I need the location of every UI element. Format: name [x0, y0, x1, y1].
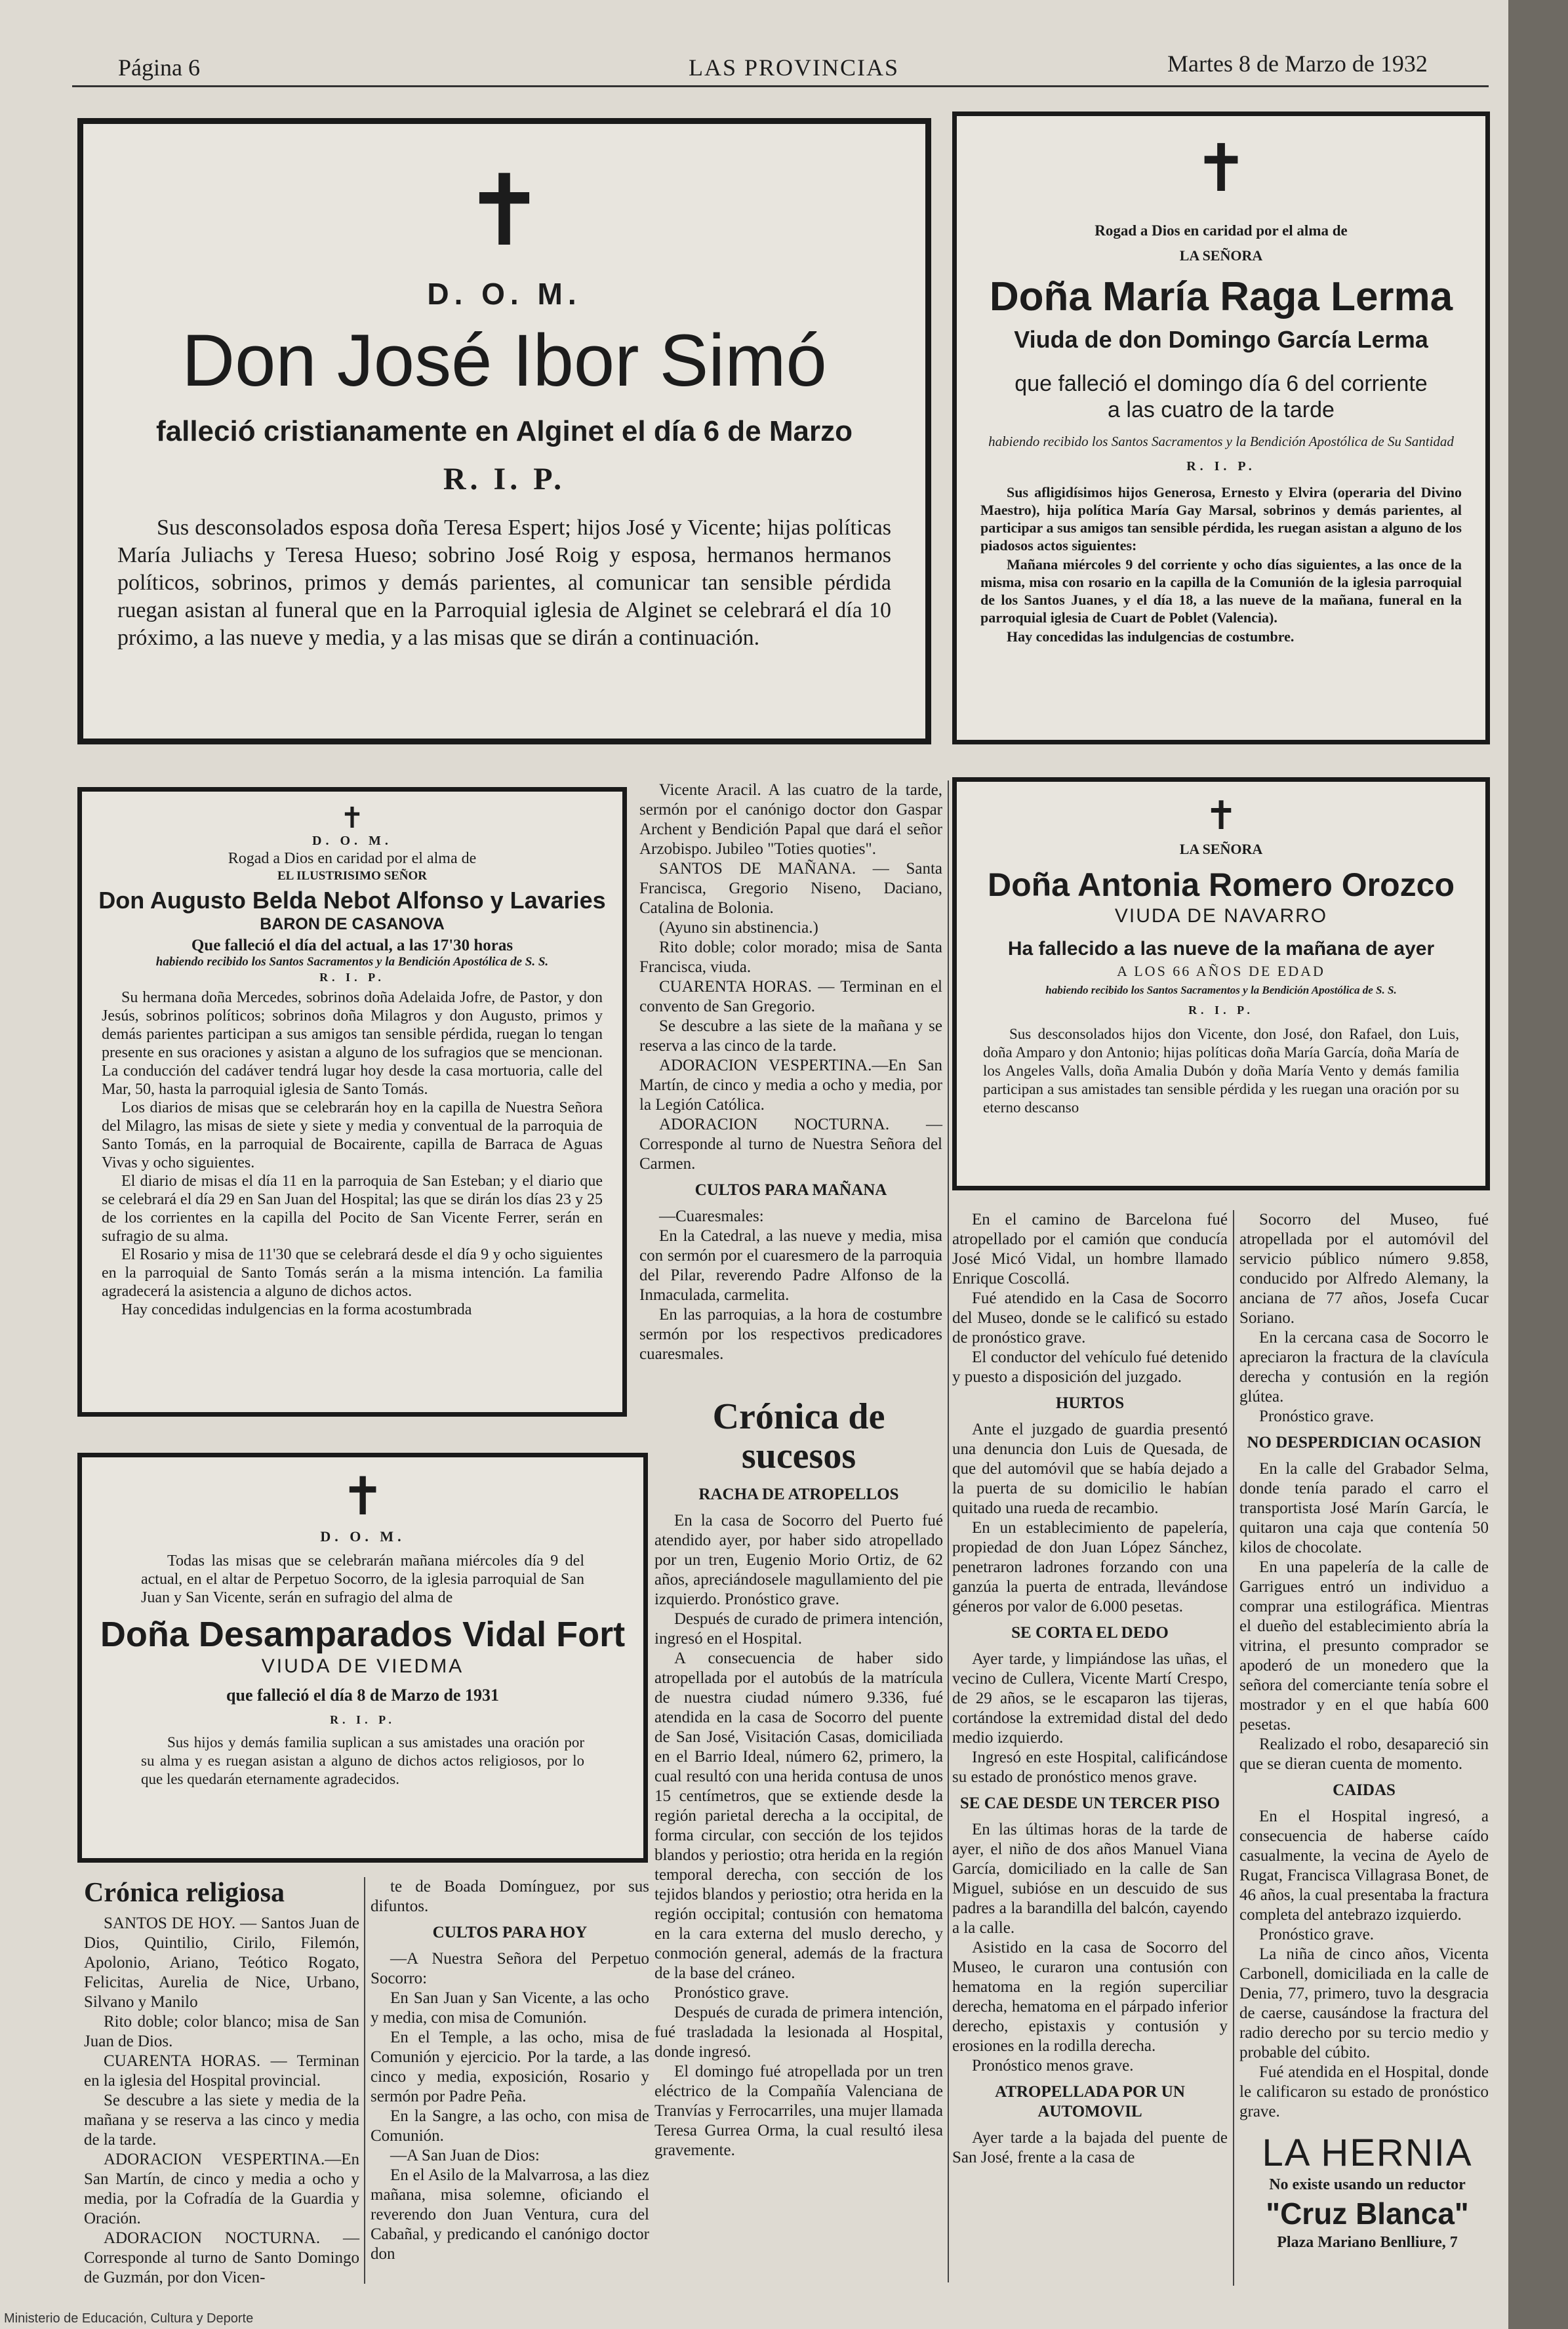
- paragraph: En las parroquias, a la hora de costumbre sermón por los respectivos predicadores cuaresmales.: [639, 1306, 942, 1363]
- paragraph: ADORACION VESPERTINA.—En San Martín, de cinco y media a ocho y media, por la Legión Católica.: [639, 1057, 942, 1114]
- paragraph: En un establecimiento de papelería, propiedad de don Juan López Sánchez, penetraron ladrones forzando con una ganzúa la puerta de entrada, llevándose géneros por valor de 6.000 pesetas.: [952, 1519, 1228, 1615]
- paragraph: A consecuencia de haber sido atropellada por el autobús de la matrícula de nuestra ciudad número 9.336, fué atendida en la casa de Socorro del puente de San José, Visitación Casas, domiciliada en el Barrio Ideal, número 62, primero, la cual resultó con una herida contusa de unos 15 centímetros, que se extiende desde la región parietal derecha a la occipital, de forma circular, con sección de los tejidos blandos y periostio; otra herida en la región temporal derecha, con sección de los tejidos blandos y periostio; otra herida en la región occipital; contusión con hematoma en la cara externa del muslo derecho, y conmoción general, además de la fractura de la base del cráneo.: [654, 1650, 943, 1982]
- ad-brand: "Cruz Blanca": [1266, 2197, 1469, 2231]
- paragraph: Ante el juzgado de guardia presentó una denuncia don Luis de Quesada, de que del automóvil que se había dejado a la puerta de su domicilio le habían quitado una rueda de recambio.: [952, 1421, 1228, 1517]
- paragraph: Después de curado de primera intención, ingresó en el Hospital.: [654, 1610, 943, 1648]
- obituary-belda: [77, 787, 627, 1417]
- ad-tagline: No existe usando un reductor: [1269, 2176, 1466, 2193]
- section-heading: CULTOS PARA MAÑANA: [694, 1181, 887, 1199]
- paragraph: Pronóstico grave.: [1259, 1926, 1374, 1943]
- cross-icon: ✝: [463, 154, 546, 268]
- obituary-text: Sus afligidísimos hijos Generosa, Ernesto y Elvira (operaria del Divino Maestro), hija política María Gay Marsal, sobrinos y demás parientes, al participar a sus amigos tan sensible pérdida, les ruegan asistan a alguno de los piadosos actos siguientes:: [980, 484, 1462, 554]
- honorific: EL ILUSTRISIMO SEÑOR: [277, 869, 428, 883]
- paragraph: En la casa de Socorro del Puerto fué atendido ayer, por haber sido atropellado por un tren, Eugenio Morio Ortiz, de 62 años, apreciándosele magullamiento del pie izquierdo. Pronóstico grave.: [654, 1512, 943, 1608]
- paragraph: Fué atendido en la Casa de Socorro del Museo, donde se le calificó su estado de pronóstico grave.: [952, 1289, 1228, 1347]
- paragraph: Después de curada de primera intención, fué trasladada la lesionada al Hospital, donde ingresó.: [654, 2004, 943, 2061]
- hernia-advertisement: [1243, 2132, 1492, 2286]
- paragraph: te de Boada Domínguez, por sus difuntos.: [371, 1878, 649, 1915]
- obituary-ibor: [77, 118, 931, 744]
- obituary-text: Sus hijos y demás familia suplican a sus amistades una oración por su alma y es ruegan asistan a alguno de dichos actos religiosos, por lo que les quedarán eternamente agradecidos.: [141, 1734, 584, 1787]
- death-notice: falleció cristianamente en Alginet el día 6 de Marzo: [155, 415, 853, 447]
- deceased-name: Don José Ibor Simó: [182, 319, 827, 401]
- prayer-intro: Rogad a Dios en caridad por el alma de: [228, 850, 477, 867]
- rip-mark: R. I. P.: [1188, 1003, 1254, 1017]
- widow-line: VIUDA DE VIEDMA: [261, 1655, 464, 1677]
- indulgences-line: Hay concedidas indulgencias en la forma acostumbrada: [121, 1301, 472, 1318]
- rip-mark: R. I. P.: [443, 462, 566, 496]
- paragraph: SANTOS DE HOY. — Santos Juan de Dios, Quintilio, Cirilo, Filemón, Apolonio, Ariano, Teótico Rogato, Felicitas, Aurelia de Nice, Urbano, Silvano y Manilo: [84, 1914, 359, 2011]
- section-heading: HURTOS: [1055, 1394, 1125, 1412]
- paragraph: En las últimas horas de la tarde de ayer, el niño de dos años Manuel Viana García, domiciliado en la calle de San Miguel, subióse en un descuido de sus padres a la barandilla del balcón, cayendo a la calle.: [952, 1821, 1228, 1937]
- ad-title: LA HERNIA: [1262, 2132, 1473, 2174]
- paragraph: En la calle del Grabador Selma, donde tenía parado el carro el transportista José Marín García, le quitaron una caja que contenía 50 kilos de chocolate.: [1239, 1460, 1489, 1556]
- indulgences-line: Hay concedidas las indulgencias de costumbre.: [1007, 628, 1295, 645]
- sucesos-column-d: [1239, 1210, 1489, 2128]
- paragraph: Ingresó en este Hospital, calificándose su estado de pronóstico menos grave.: [952, 1749, 1228, 1786]
- paragraph: Socorro del Museo, fué atropellada por el automóvil del servicio público número 9.858, conducido por Alfredo Alemany, la anciana de 77 años, Josefa Cucar Soriano.: [1239, 1211, 1489, 1327]
- paragraph: Ayer tarde a la bajada del puente de San José, frente a la casa de: [952, 2129, 1228, 2166]
- paragraph: La niña de cinco años, Vicenta Carbonell, domiciliada en la calle de Denia, 77, primero, tuvo la desgracia de caerse, causándose la fractura del radio derecho por su tercio medio y probable del cúbito.: [1239, 1945, 1489, 2061]
- sacraments-line: habiendo recibido los Santos Sacramentos y la Bendición Apostólica de S. S.: [1045, 984, 1397, 996]
- masses-paragraph: Los diarios de misas que se celebrarán hoy en la capilla de Nuestra Señora del Milagro, las misas de siete y siete y media y conventual de la parroquia de Santo Tomás, en la parroquial de Bocairente, capilla de Barraca de Aguas Vivas y ocho siguientes.: [102, 1099, 603, 1171]
- section-title: Crónica religiosa: [84, 1878, 285, 1908]
- paragraph: —A Nuestra Señora del Perpetuo Socorro:: [371, 1950, 649, 1987]
- deceased-name: Doña María Raga Lerma: [989, 274, 1453, 319]
- column-rule: [364, 1877, 365, 2284]
- archive-credit: Ministerio de Educación, Cultura y Deporte: [4, 2311, 254, 2326]
- cross-icon: ✝: [1194, 130, 1249, 207]
- widow-line: Viuda de don Domingo García Lerma: [1014, 326, 1428, 353]
- paragraph: Se descubre a las siete de la mañana y se reserva a las cinco de la tarde.: [639, 1017, 942, 1055]
- obituary-text: Su hermana doña Mercedes, sobrinos doña Adelaida Jofre, de Pastor, y don Jesús, sobrinos políticos; sobrinos doña Milagros y don Augusto, primos y demás parientes participan a sus amigos tan sensible pérdida, ruegan lo tengan presente en sus oraciones y asistan a alguno de los sufragios que se mencionan. La conducción del cadáver tendrá lugar hoy desde la casa mortuoria, calle del Mar, 50, hasta la parroquial iglesia de Santo Tomás.: [102, 989, 603, 1098]
- paragraph: En la Sangre, a las ocho, con misa de Comunión.: [371, 2107, 649, 2145]
- newspaper-title: LAS PROVINCIAS: [689, 54, 900, 81]
- paragraph: CUARENTA HORAS. — Terminan en la iglesia del Hospital provincial.: [84, 2052, 359, 2090]
- honorific: LA SEÑORA: [1179, 841, 1263, 857]
- cronica-religiosa: [84, 1877, 359, 2284]
- deceased-name: Don Augusto Belda Nebot Alfonso y Lavaries: [98, 887, 606, 914]
- paragraph: En una papelería de la calle de Garrigues entró un individuo a comprar una estilográfica. Mientras el dueño del establecimiento abría la vitrina, el presunto comprador se apoderó de un monedero que la señora del comerciante tenía sobre el mostrador y en el que había 600 pesetas.: [1239, 1558, 1489, 1733]
- cross-icon: ✝: [1204, 793, 1238, 839]
- sucesos-column-c: [952, 1210, 1228, 2286]
- section-heading: CAIDAS: [1333, 1781, 1396, 1799]
- paragraph: Vicente Aracil. A las cuatro de la tarde, sermón por el canónigo doctor don Gaspar Archent y Bendición Papal que dará el señor Arzobispo. Jubileo "Toties quoties".: [639, 781, 942, 858]
- paragraph: ADORACION NOCTURNA. — Corresponde al turno de Santo Domingo de Guzmán, por don Vicen-: [84, 2229, 359, 2286]
- section-heading: SE CAE DESDE UN TERCER PISO: [959, 1794, 1220, 1812]
- obituary-text: Sus desconsolados hijos don Vicente, don José, don Rafael, don Luis, doña Amparo y don Antonio; hijas políticas doña María García, doña María de los Angeles Valls, doña Amalia Dubón y doña María Vento y demás familia participan a sus amistades tan sensible pérdida y les ruegan una oración por su eterno descanso: [983, 1026, 1459, 1116]
- column-rule: [1233, 1210, 1234, 2286]
- paragraph: En el Hospital ingresó, a consecuencia de haberse caído casualmente, la vecina de Ayelo de Rugat, Francisca Villagrasa Bonet, de 46 años, la cual presentaba la fractura completa del antebrazo izquierdo.: [1239, 1808, 1489, 1924]
- cultos-para-hoy: [371, 1877, 649, 2284]
- dom-heading: D. O. M.: [312, 834, 392, 848]
- prayer-intro: Rogad a Dios en caridad por el alma de: [1095, 222, 1348, 239]
- paragraph: SANTOS DE MAÑANA. — Santa Francisca, Gregorio Niseno, Daciano, Catalina de Bolonia.: [639, 860, 942, 917]
- paragraph: Rito doble; color morado; misa de Santa Francisca, viuda.: [639, 939, 942, 976]
- death-notice: Ha fallecido a las nueve de la mañana de ayer: [1007, 938, 1435, 960]
- paragraph: El domingo fué atropellada por un tren eléctrico de la Compañía Valenciana de Tranvías y Ferrocarriles, una mujer llamada Teresa Gurrea Orma, la cual resultó ilesa gravemente.: [654, 2063, 943, 2159]
- section-heading: ATROPELLADA POR UN AUTOMOVIL: [995, 2083, 1185, 2120]
- sacraments-line: habiendo recibido los Santos Sacramentos y la Bendición Apostólica de S. S.: [155, 955, 549, 969]
- noble-title: BARON DE CASANOVA: [260, 915, 445, 933]
- funeral-schedule: Mañana miércoles 9 del corriente y ocho días siguientes, a las once de la misma, misa con rosario en la capilla de la Comunión de la iglesia parroquial de los Santos Juanes, y el día 18, a las nueve de la mañana, funeral en la parroquial iglesia de Cuart de Poblet (Valencia).: [980, 556, 1462, 626]
- death-notice: que falleció el domingo día 6 del corriente a las cuatro de la tarde: [1015, 371, 1428, 422]
- obituary-vidal: [77, 1453, 648, 1863]
- sacraments-line: habiendo recibido los Santos Sacramentos y la Bendición Apostólica de Su Santidad: [988, 434, 1454, 449]
- paragraph: En la Catedral, a las nueve y media, misa con sermón por el cuaresmero de la parroquia del Pilar, reverendo Padre Alfonso de la Inmaculada, carmelita.: [639, 1227, 942, 1304]
- deceased-name: Doña Desamparados Vidal Fort: [100, 1615, 626, 1654]
- paragraph: En el Asilo de la Malvarrosa, a las diez mañana, misa solemne, oficiando el reverendo don Juan Ventura, cura del Cabañal, y predicando el canónigo doctor don: [371, 2166, 649, 2263]
- section-heading: RACHA DE ATROPELLOS: [698, 1486, 899, 1503]
- paragraph: (Ayuno sin abstinencia.): [659, 919, 818, 937]
- paragraph: Rito doble; color blanco; misa de San Juan de Dios.: [84, 2013, 359, 2050]
- paragraph: Pronóstico menos grave.: [972, 2057, 1134, 2075]
- honorific: LA SEÑORA: [1179, 247, 1263, 264]
- death-notice: Que falleció el día del actual, a las 17'30 horas: [191, 937, 513, 954]
- widow-line: VIUDA DE NAVARRO: [1114, 905, 1328, 927]
- section-heading: NO DESPERDICIAN OCASION: [1247, 1434, 1481, 1451]
- masses-intro: Todas las misas que se celebrarán mañana miércoles día 9 del actual, en el altar de Perpetuo Socorro, de la iglesia parroquial de San Juan y San Vicente, serán en sufragio del alma de: [141, 1552, 584, 1606]
- paragraph: CUARENTA HORAS. — Terminan en el convento de San Gregorio.: [639, 978, 942, 1015]
- masses-paragraph: El diario de misas el día 11 en la parroquia de San Esteban; y el diario que se celebrará el día 29 en San Juan del Hospital; las que se dirán los días 23 y 25 de los corrientes en la capilla del Pocito de San Vicente Ferrer, serán en sufragio de su alma.: [102, 1173, 603, 1245]
- cross-icon: ✝: [340, 801, 365, 835]
- paragraph: ADORACION VESPERTINA.—En San Martín, de cinco y media a ocho y media, por la Cofradía de la Guardia y Oración.: [84, 2151, 359, 2227]
- issue-date: Martes 8 de Marzo de 1932: [1167, 51, 1428, 77]
- rip-mark: R. I. P.: [1186, 459, 1256, 474]
- age-line: A LOS 66 AÑOS DE EDAD: [1117, 963, 1325, 979]
- paragraph: —Cuaresmales:: [659, 1207, 764, 1225]
- paragraph: —A San Juan de Dios:: [390, 2147, 540, 2164]
- paragraph: Pronóstico grave.: [1259, 1408, 1374, 1425]
- column-rule: [948, 780, 949, 2282]
- page-edge: [1508, 0, 1568, 2329]
- rip-mark: R. I. P.: [330, 1713, 395, 1726]
- deceased-name: Doña Antonia Romero Orozco: [987, 866, 1455, 903]
- religious-column-continued: [639, 780, 942, 1363]
- dom-heading: D. O. M.: [320, 1528, 405, 1545]
- death-notice: que falleció el día 8 de Marzo de 1931: [226, 1686, 499, 1705]
- section-title: Crónica de sucesos: [712, 1396, 885, 1476]
- cross-icon: ✝: [340, 1466, 385, 1527]
- paragraph: Fué atendida en el Hospital, donde le calificaron su estado de pronóstico grave.: [1239, 2063, 1489, 2120]
- paragraph: Pronóstico grave.: [674, 1984, 789, 2002]
- page-number: Página 6: [118, 54, 200, 81]
- obituary-raga: [952, 111, 1490, 744]
- paragraph: En San Juan y San Vicente, a las ocho y media, con misa de Comunión.: [371, 1989, 649, 2027]
- paragraph: En el camino de Barcelona fué atropellado por el camión que conducía José Micó Vidal, un hombre llamado Enrique Coscollá.: [952, 1211, 1228, 1287]
- paragraph: El conductor del vehículo fué detenido y puesto a disposición del juzgado.: [952, 1348, 1228, 1386]
- obituary-romero: [952, 777, 1490, 1190]
- obituary-text: Sus desconsolados esposa doña Teresa Espert; hijos José y Vicente; hijas políticas María Juliachs y Teresa Hueso; sobrino José Roig y esposa, hermanos hermanos políticos, sobrinos, primos y demás parientes, al comunicar tan sensible pérdida ruegan asistan al funeral que en la Parroquial iglesia de Alginet se celebrará el día 10 próximo, a las nueve y media, y a las misas que se dirán a continuación.: [117, 516, 891, 650]
- paragraph: Se descubre a las siete y media de la mañana y se reserva a las cinco y media de la tarde.: [84, 2092, 359, 2149]
- cronica-sucesos: [654, 1397, 943, 2282]
- header-rule: [72, 85, 1489, 87]
- rip-mark: R. I. P.: [319, 971, 385, 984]
- section-heading: CULTOS PARA HOY: [432, 1924, 588, 1941]
- rosary-paragraph: El Rosario y misa de 11'30 que se celebrará desde el día 9 y ocho siguientes en la parroquial de Santo Tomás serán a la misma intención. La familia agradecerá la asistencia a alguno de dichos actos.: [102, 1246, 603, 1300]
- ad-address: Plaza Mariano Benlliure, 7: [1277, 2234, 1458, 2251]
- paragraph: En el Temple, a las ocho, misa de Comunión y ejercicio. Por la tarde, a las cinco y media, exposición, Rosario y sermón por Padre Peña.: [371, 2029, 649, 2105]
- paragraph: Asistido en la casa de Socorro del Museo, le curaron una contusión con hematoma en la región superciliar derecha, hematoma en el párpado inferior derecho, epistaxis y contusión y erosiones en la rodilla derecha.: [952, 1939, 1228, 2055]
- paragraph: En la cercana casa de Socorro le apreciaron la fractura de la clavícula derecha y contusión en la región glútea.: [1239, 1329, 1489, 1406]
- dom-heading: D. O. M.: [427, 277, 582, 311]
- paragraph: Ayer tarde, y limpiándose las uñas, el vecino de Cullera, Vicente Martí Crespo, de 29 años, se le escaparon las tijeras, cortándose la extremidad distal del dedo medio izquierdo.: [952, 1650, 1228, 1747]
- section-heading: SE CORTA EL DEDO: [1011, 1624, 1169, 1642]
- paragraph: Realizado el robo, desapareció sin que se dieran cuenta de momento.: [1239, 1735, 1489, 1773]
- paragraph: ADORACION NOCTURNA. — Corresponde al turno de Nuestra Señora del Carmen.: [639, 1116, 942, 1173]
